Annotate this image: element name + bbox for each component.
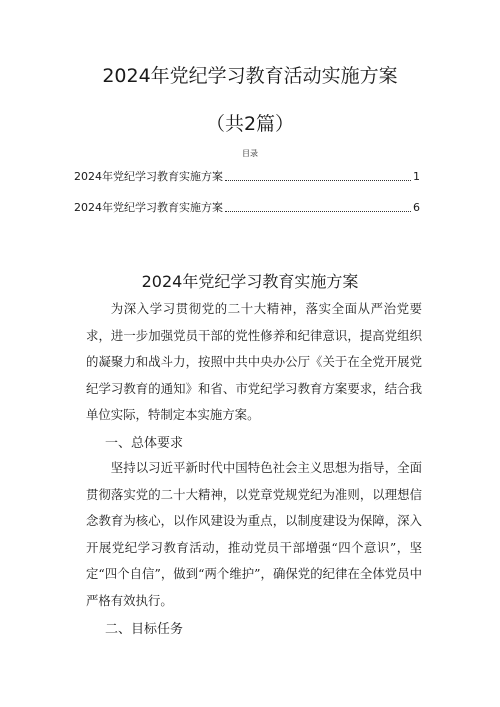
general-requirements-paragraph: 坚持以习近平新时代中国特色社会主义思想为指导，全面贯彻落实党的二十大精神，以党章党规党纪为准则，以理想信念教育为核心，以作风建设为重点，以制度建设为保障，深入开展党纪学习教育活动，推动党员干部增强“四个意识”，坚定“四个自信”，做到“两个维护”，确保党的纪律在全体党员中严格有效执行。	[86, 460, 422, 608]
toc-entry[interactable]	[74, 199, 420, 215]
toc-leader-dots	[225, 180, 411, 181]
toc-entry[interactable]	[74, 168, 420, 184]
heading-general-requirements: 一、总体要求	[105, 436, 184, 451]
intro-paragraph: 为深入学习贯彻党的二十大精神，落实全面从严治党要求，进一步加强党员干部的党性修养和纪律意识，提高党组织的凝聚力和战斗力，按照中共中央办公厅《关于在全党开展党纪学习教育的通知》和省、市党纪学习教育方案要求，结合我单位实际，特制定本实施方案。	[86, 301, 422, 422]
toc-entry-title: 2024年党纪学习教育实施方案	[74, 170, 223, 183]
section-title: 2024年党纪学习教育实施方案	[141, 272, 359, 291]
heading-goals-tasks: 二、目标任务	[105, 622, 184, 637]
toc-entry-page: 1	[413, 170, 420, 183]
document-title: 2024年党纪学习教育活动实施方案	[102, 65, 398, 87]
toc-leader-dots	[225, 211, 411, 212]
toc-entry-page: 6	[413, 201, 420, 214]
toc-entry-title: 2024年党纪学习教育实施方案	[74, 201, 223, 214]
toc-heading: 目录	[242, 149, 258, 158]
document-subtitle: （共2篇）	[205, 113, 295, 135]
